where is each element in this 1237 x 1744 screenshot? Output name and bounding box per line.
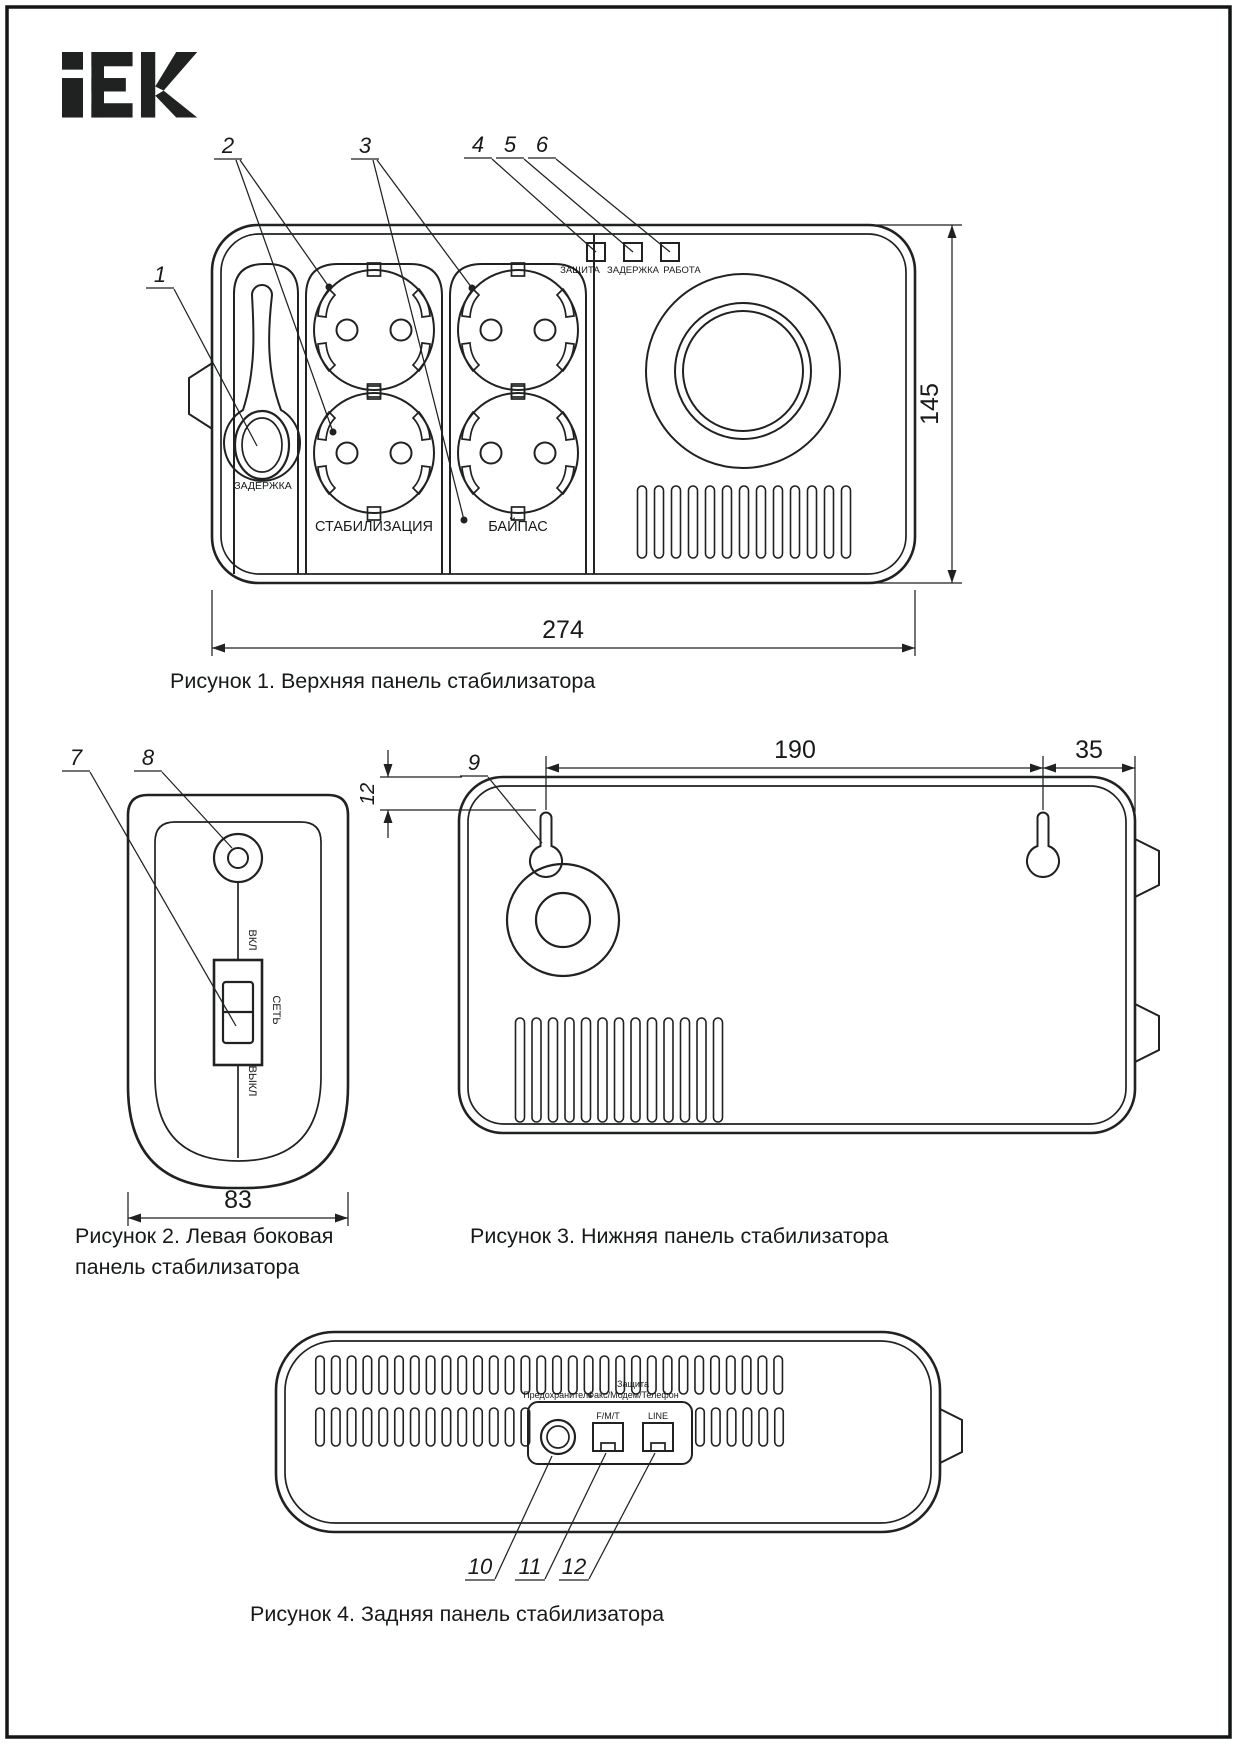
svg-text:10: 10 <box>467 1554 493 1579</box>
figure-2-caption-line2: панель стабилизатора <box>75 1255 300 1279</box>
switch-on-label: ВКЛ <box>246 929 258 951</box>
led-protection-label: ЗАЩИТА <box>560 265 600 276</box>
svg-text:35: 35 <box>1075 736 1103 764</box>
svg-text:145: 145 <box>916 383 944 425</box>
stabilization-label: СТАБИЛИЗАЦИЯ <box>315 519 433 535</box>
fuse-label: Предохранитель <box>523 1390 593 1400</box>
side-clip-tab <box>1133 1003 1159 1063</box>
figure-4-caption: Рисунок 4. Задняя панель стабилизатора <box>250 1602 665 1626</box>
figure-3-bottom-panel <box>357 736 1159 1248</box>
svg-text:274: 274 <box>542 616 584 644</box>
figure-3-caption: Рисунок 3. Нижняя панель стабилизатора <box>470 1224 889 1248</box>
svg-text:2: 2 <box>221 133 235 158</box>
line-port-label: LINE <box>647 1411 669 1421</box>
switch-mains-label: СЕТЬ <box>270 995 282 1025</box>
svg-text:83: 83 <box>224 1186 252 1214</box>
svg-text:3: 3 <box>358 133 372 158</box>
bypass-label: БАЙПАС <box>488 519 548 535</box>
side-clip-tab <box>938 1408 962 1464</box>
cord-hole-outer <box>214 834 262 882</box>
figure-2-caption-line1: Рисунок 2. Левая боковая <box>75 1224 334 1248</box>
side-clip-tab <box>1133 838 1159 898</box>
svg-text:5: 5 <box>503 132 517 157</box>
dimension-width-274 <box>212 590 915 656</box>
delay-button-label: ЗАДЕРЖКА <box>234 480 292 492</box>
svg-text:4: 4 <box>471 132 485 157</box>
dimension-width-83 <box>128 1186 348 1226</box>
iek-logo <box>62 52 197 118</box>
protection-label: Защита <box>617 1379 649 1389</box>
svg-text:12: 12 <box>357 782 379 806</box>
figure-1-top-panel <box>146 132 962 693</box>
svg-text:8: 8 <box>141 745 155 770</box>
fmt-port-label: F/M/T <box>596 1411 620 1421</box>
svg-text:6: 6 <box>535 132 549 157</box>
led-work-label: РАБОТА <box>663 265 701 276</box>
svg-text:9: 9 <box>467 750 481 775</box>
device-outline-outer <box>459 777 1135 1133</box>
svg-text:11: 11 <box>518 1554 542 1579</box>
figure-2-left-side-panel <box>62 745 348 1279</box>
figure-4-rear-panel <box>250 1332 962 1626</box>
svg-text:12: 12 <box>561 1554 587 1579</box>
fax-modem-phone-label: Факс/Модем/Телефон <box>587 1390 679 1400</box>
led-delay-label: ЗАДЕРЖКА <box>606 265 660 276</box>
svg-text:1: 1 <box>153 262 167 287</box>
figure-1-caption: Рисунок 1. Верхняя панель стабилизатора <box>170 669 596 693</box>
side-clip-tab <box>189 362 214 430</box>
svg-text:7: 7 <box>69 745 83 770</box>
svg-text:190: 190 <box>774 736 816 764</box>
switch-off-label: ВЫКЛ <box>246 1065 258 1097</box>
